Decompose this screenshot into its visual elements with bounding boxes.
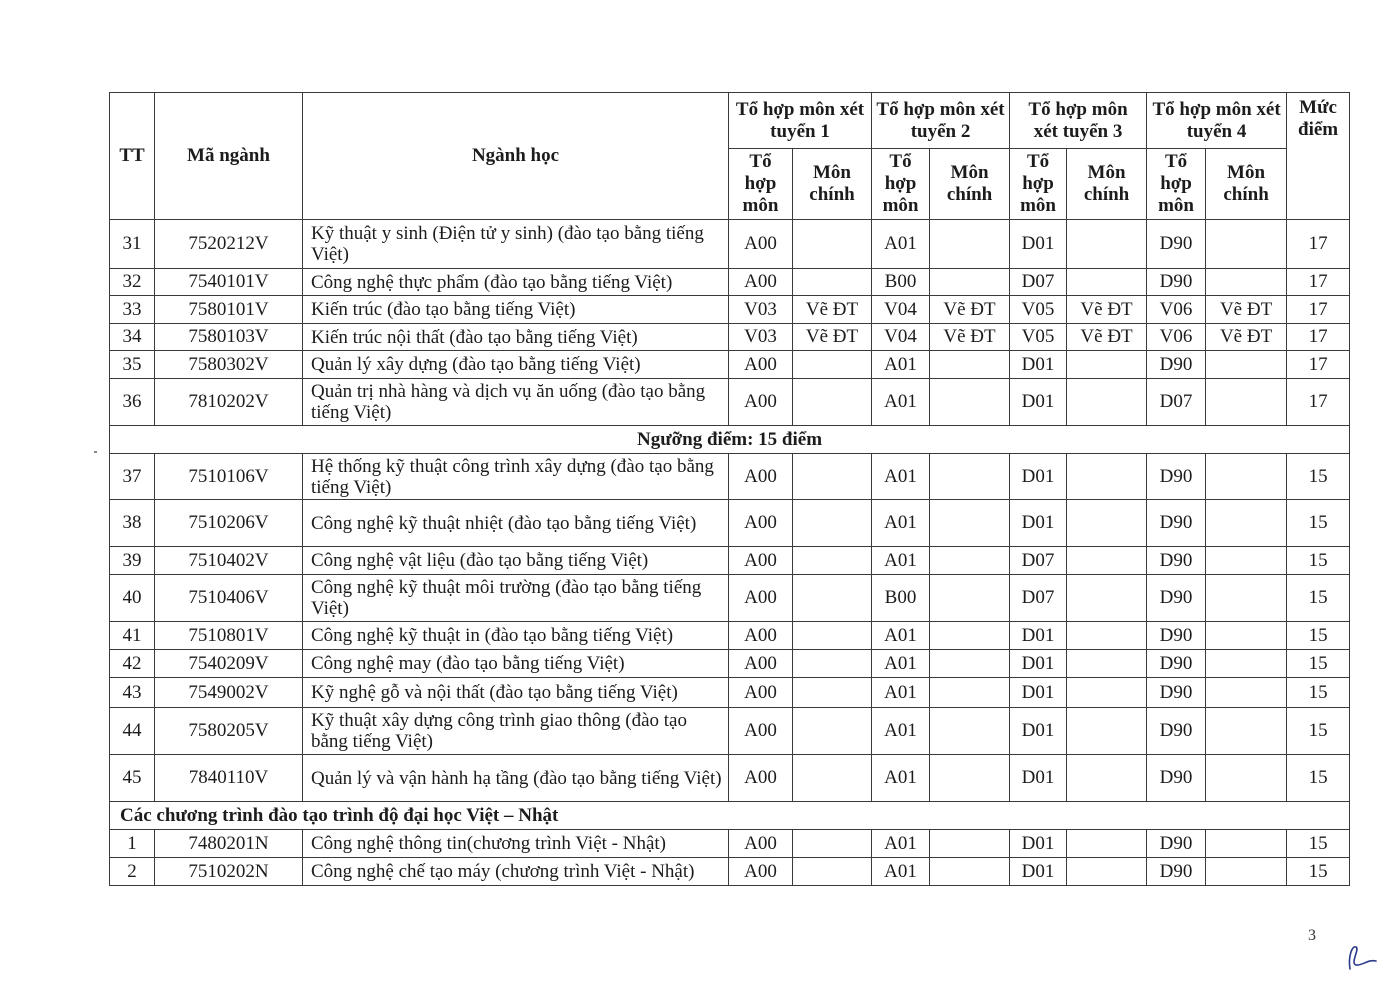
major-code: 7580302V <box>155 351 303 379</box>
combo-1-main-subject <box>793 500 872 547</box>
major-code: 7510402V <box>155 547 303 575</box>
combo-2-main-subject <box>930 678 1010 708</box>
combo-2-main-subject <box>930 269 1010 296</box>
major-name: Hệ thống kỹ thuật công trình xây dựng (đào tạo bằng tiếng Việt) <box>303 454 729 500</box>
table-row <box>110 650 1350 678</box>
major-code: 7480201N <box>155 830 303 858</box>
combo-3-main-subject <box>1067 575 1147 622</box>
combo-1-code: A00 <box>729 678 793 708</box>
combo-2-main-subject <box>930 500 1010 547</box>
score-value: 15 <box>1287 830 1350 858</box>
major-name: Công nghệ may (đào tạo bằng tiếng Việt) <box>303 650 729 678</box>
combo-1-code: A00 <box>729 220 793 269</box>
combo-4-code: D90 <box>1147 678 1206 708</box>
major-name: Công nghệ thông tin(chương trình Việt - Nhật) <box>303 830 729 858</box>
combo-1-code: A00 <box>729 500 793 547</box>
major-name: Quản trị nhà hàng và dịch vụ ăn uống (đào tạo bằng tiếng Việt) <box>303 379 729 426</box>
combo-1-code: V03 <box>729 296 793 324</box>
combo-1-main-subject <box>793 858 872 886</box>
combo-2-main-subject: Vẽ ĐT <box>930 296 1010 324</box>
combo-2-main-subject <box>930 755 1010 802</box>
combo-3-main-subject <box>1067 708 1147 755</box>
table-section-17 <box>110 220 1350 426</box>
table-row <box>110 324 1350 351</box>
combo-4-code: D07 <box>1147 379 1206 426</box>
combo-3-main-subject <box>1067 351 1147 379</box>
combo-1-code: A00 <box>729 269 793 296</box>
table-section-viet-nhat <box>110 830 1350 886</box>
combo-4-code: V06 <box>1147 324 1206 351</box>
score-value: 15 <box>1287 708 1350 755</box>
combo-3-code: D01 <box>1010 858 1067 886</box>
combo-2-code: A01 <box>872 858 930 886</box>
subheader-main-subject: Môn chính <box>930 149 1010 220</box>
header-combo-3: Tổ hợp môn xét tuyển 3 <box>1010 93 1147 149</box>
combo-2-code: A01 <box>872 351 930 379</box>
table-row <box>110 755 1350 802</box>
score-value: 15 <box>1287 547 1350 575</box>
combo-2-code: A01 <box>872 830 930 858</box>
subheader-combo: Tổ hợp môn <box>1147 149 1206 220</box>
combo-2-code: A01 <box>872 547 930 575</box>
major-name: Công nghệ vật liệu (đào tạo bằng tiếng Việt) <box>303 547 729 575</box>
major-code: 7510206V <box>155 500 303 547</box>
combo-4-code: D90 <box>1147 575 1206 622</box>
combo-4-main-subject <box>1206 454 1287 500</box>
combo-1-main-subject <box>793 830 872 858</box>
combo-3-main-subject <box>1067 858 1147 886</box>
combo-1-code: A00 <box>729 830 793 858</box>
major-code: 7580101V <box>155 296 303 324</box>
combo-3-code: D01 <box>1010 351 1067 379</box>
header-combo-1: Tổ hợp môn xét tuyển 1 <box>729 93 872 149</box>
combo-2-main-subject <box>930 351 1010 379</box>
major-code: 7810202V <box>155 379 303 426</box>
major-name: Công nghệ kỹ thuật nhiệt (đào tạo bằng tiếng Việt) <box>303 500 729 547</box>
subheader-combo: Tổ hợp môn <box>729 149 793 220</box>
combo-3-main-subject <box>1067 379 1147 426</box>
combo-1-main-subject: Vẽ ĐT <box>793 296 872 324</box>
table-header <box>110 93 1350 220</box>
combo-4-main-subject: Vẽ ĐT <box>1206 296 1287 324</box>
combo-4-main-subject <box>1206 678 1287 708</box>
admissions-table <box>109 92 1350 886</box>
combo-2-code: A01 <box>872 454 930 500</box>
score-value: 15 <box>1287 858 1350 886</box>
combo-3-code: D01 <box>1010 650 1067 678</box>
combo-1-main-subject <box>793 755 872 802</box>
combo-2-code: A01 <box>872 650 930 678</box>
subheader-main-subject: Môn chính <box>793 149 872 220</box>
combo-1-main-subject <box>793 650 872 678</box>
combo-3-main-subject <box>1067 547 1147 575</box>
combo-2-main-subject <box>930 547 1010 575</box>
combo-3-code: D01 <box>1010 500 1067 547</box>
combo-3-code: V05 <box>1010 324 1067 351</box>
combo-3-code: V05 <box>1010 296 1067 324</box>
row-number: 40 <box>110 575 155 622</box>
row-number: 36 <box>110 379 155 426</box>
combo-3-code: D01 <box>1010 220 1067 269</box>
subheader-main-subject: Môn chính <box>1067 149 1147 220</box>
combo-4-main-subject <box>1206 830 1287 858</box>
combo-4-main-subject <box>1206 708 1287 755</box>
group-section <box>110 802 1350 830</box>
combo-2-code: A01 <box>872 708 930 755</box>
combo-1-main-subject <box>793 454 872 500</box>
row-number: 39 <box>110 547 155 575</box>
combo-4-code: V06 <box>1147 296 1206 324</box>
major-code: 7549002V <box>155 678 303 708</box>
major-name: Kiến trúc (đào tạo bằng tiếng Việt) <box>303 296 729 324</box>
combo-2-code: A01 <box>872 755 930 802</box>
combo-1-main-subject <box>793 351 872 379</box>
combo-4-code: D90 <box>1147 830 1206 858</box>
combo-2-code: B00 <box>872 269 930 296</box>
combo-4-code: D90 <box>1147 351 1206 379</box>
group-row <box>110 802 1350 830</box>
combo-4-code: D90 <box>1147 622 1206 650</box>
combo-3-main-subject <box>1067 269 1147 296</box>
header-tt: TT <box>110 93 155 220</box>
table-row <box>110 858 1350 886</box>
combo-3-main-subject <box>1067 678 1147 708</box>
major-name: Kỹ thuật xây dựng công trình giao thông (đào tạo bằng tiếng Việt) <box>303 708 729 755</box>
major-name: Công nghệ kỹ thuật môi trường (đào tạo bằng tiếng Việt) <box>303 575 729 622</box>
row-number: 35 <box>110 351 155 379</box>
combo-2-code: A01 <box>872 500 930 547</box>
score-value: 17 <box>1287 269 1350 296</box>
combo-1-main-subject <box>793 575 872 622</box>
combo-1-code: A00 <box>729 755 793 802</box>
combo-3-main-subject <box>1067 622 1147 650</box>
row-number: 45 <box>110 755 155 802</box>
table-row <box>110 547 1350 575</box>
header-major: Ngành học <box>303 93 729 220</box>
combo-1-code: A00 <box>729 379 793 426</box>
score-value: 15 <box>1287 454 1350 500</box>
combo-1-main-subject <box>793 708 872 755</box>
combo-4-main-subject <box>1206 269 1287 296</box>
combo-4-code: D90 <box>1147 650 1206 678</box>
major-name: Công nghệ kỹ thuật in (đào tạo bằng tiếng Việt) <box>303 622 729 650</box>
combo-3-code: D07 <box>1010 575 1067 622</box>
major-code: 7510801V <box>155 622 303 650</box>
combo-3-main-subject <box>1067 454 1147 500</box>
table-row <box>110 351 1350 379</box>
combo-4-code: D90 <box>1147 454 1206 500</box>
table-row <box>110 708 1350 755</box>
combo-4-main-subject: Vẽ ĐT <box>1206 324 1287 351</box>
combo-1-main-subject <box>793 379 872 426</box>
score-value: 15 <box>1287 500 1350 547</box>
score-value: 17 <box>1287 220 1350 269</box>
table-section-15 <box>110 454 1350 802</box>
combo-2-main-subject <box>930 220 1010 269</box>
combo-1-code: A00 <box>729 547 793 575</box>
table-row <box>110 454 1350 500</box>
combo-1-code: A00 <box>729 575 793 622</box>
major-code: 7580103V <box>155 324 303 351</box>
combo-3-code: D07 <box>1010 269 1067 296</box>
major-name: Công nghệ chế tạo máy (chương trình Việt - Nhật) <box>303 858 729 886</box>
score-value: 15 <box>1287 622 1350 650</box>
combo-3-code: D01 <box>1010 454 1067 500</box>
row-number: 42 <box>110 650 155 678</box>
combo-2-main-subject <box>930 575 1010 622</box>
combo-3-main-subject <box>1067 755 1147 802</box>
combo-2-code: A01 <box>872 622 930 650</box>
margin-mark <box>94 451 97 453</box>
combo-4-main-subject <box>1206 650 1287 678</box>
row-number: 41 <box>110 622 155 650</box>
major-code: 7510202N <box>155 858 303 886</box>
combo-2-main-subject <box>930 858 1010 886</box>
row-number: 2 <box>110 858 155 886</box>
combo-4-main-subject <box>1206 220 1287 269</box>
row-number: 38 <box>110 500 155 547</box>
signature-mark <box>1340 935 1380 975</box>
combo-4-main-subject <box>1206 622 1287 650</box>
combo-1-code: A00 <box>729 351 793 379</box>
score-value: 17 <box>1287 324 1350 351</box>
combo-2-code: B00 <box>872 575 930 622</box>
combo-4-main-subject <box>1206 500 1287 547</box>
table-row <box>110 220 1350 269</box>
combo-3-main-subject <box>1067 220 1147 269</box>
combo-2-main-subject <box>930 622 1010 650</box>
subheader-combo: Tổ hợp môn <box>1010 149 1067 220</box>
combo-1-main-subject: Vẽ ĐT <box>793 324 872 351</box>
group-label: Các chương trình đào tạo trình độ đại học Việt – Nhật <box>110 802 1350 830</box>
combo-3-code: D01 <box>1010 830 1067 858</box>
row-number: 43 <box>110 678 155 708</box>
combo-4-main-subject <box>1206 547 1287 575</box>
row-number: 31 <box>110 220 155 269</box>
combo-1-code: A00 <box>729 622 793 650</box>
combo-3-main-subject: Vẽ ĐT <box>1067 324 1147 351</box>
major-code: 7520212V <box>155 220 303 269</box>
subheader-main-subject: Môn chính <box>1206 149 1287 220</box>
table-row <box>110 269 1350 296</box>
combo-3-code: D01 <box>1010 678 1067 708</box>
header-score: Mức điểm <box>1287 93 1350 220</box>
combo-3-main-subject <box>1067 830 1147 858</box>
score-value: 17 <box>1287 296 1350 324</box>
combo-4-code: D90 <box>1147 547 1206 575</box>
header-combo-2: Tổ hợp môn xét tuyển 2 <box>872 93 1010 149</box>
major-code: 7580205V <box>155 708 303 755</box>
combo-2-code: V04 <box>872 296 930 324</box>
major-name: Công nghệ thực phẩm (đào tạo bằng tiếng Việt) <box>303 269 729 296</box>
major-code: 7540209V <box>155 650 303 678</box>
combo-1-main-subject <box>793 678 872 708</box>
major-code: 7510406V <box>155 575 303 622</box>
combo-1-main-subject <box>793 547 872 575</box>
combo-2-code: V04 <box>872 324 930 351</box>
threshold-section <box>110 426 1350 454</box>
major-code: 7540101V <box>155 269 303 296</box>
combo-3-main-subject <box>1067 500 1147 547</box>
combo-3-code: D01 <box>1010 622 1067 650</box>
combo-4-main-subject <box>1206 575 1287 622</box>
table-row <box>110 622 1350 650</box>
combo-1-main-subject <box>793 269 872 296</box>
score-value: 17 <box>1287 351 1350 379</box>
combo-2-code: A01 <box>872 678 930 708</box>
combo-4-code: D90 <box>1147 755 1206 802</box>
threshold-label: Ngưỡng điểm: 15 điểm <box>110 426 1350 454</box>
major-name: Quản lý xây dựng (đào tạo bằng tiếng Việt) <box>303 351 729 379</box>
header-code: Mã ngành <box>155 93 303 220</box>
score-value: 15 <box>1287 650 1350 678</box>
row-number: 33 <box>110 296 155 324</box>
table-row <box>110 575 1350 622</box>
combo-2-main-subject <box>930 650 1010 678</box>
table-row <box>110 379 1350 426</box>
score-value: 17 <box>1287 379 1350 426</box>
score-value: 15 <box>1287 678 1350 708</box>
row-number: 37 <box>110 454 155 500</box>
major-code: 7840110V <box>155 755 303 802</box>
table-row <box>110 830 1350 858</box>
combo-1-code: A00 <box>729 650 793 678</box>
combo-3-code: D01 <box>1010 755 1067 802</box>
major-name: Kỹ nghệ gỗ và nội thất (đào tạo bằng tiếng Việt) <box>303 678 729 708</box>
score-value: 15 <box>1287 755 1350 802</box>
row-number: 34 <box>110 324 155 351</box>
combo-4-code: D90 <box>1147 858 1206 886</box>
combo-2-code: A01 <box>872 220 930 269</box>
table-row <box>110 296 1350 324</box>
combo-4-main-subject <box>1206 379 1287 426</box>
combo-2-main-subject <box>930 379 1010 426</box>
combo-4-code: D90 <box>1147 220 1206 269</box>
combo-3-main-subject: Vẽ ĐT <box>1067 296 1147 324</box>
combo-1-code: A00 <box>729 858 793 886</box>
major-name: Quản lý và vận hành hạ tầng (đào tạo bằng tiếng Việt) <box>303 755 729 802</box>
combo-3-code: D07 <box>1010 547 1067 575</box>
combo-3-code: D01 <box>1010 708 1067 755</box>
major-code: 7510106V <box>155 454 303 500</box>
score-value: 15 <box>1287 575 1350 622</box>
page-number: 3 <box>1308 927 1316 944</box>
combo-4-main-subject <box>1206 858 1287 886</box>
threshold-row <box>110 426 1350 454</box>
combo-4-code: D90 <box>1147 708 1206 755</box>
combo-3-code: D01 <box>1010 379 1067 426</box>
combo-2-main-subject <box>930 454 1010 500</box>
table-row <box>110 500 1350 547</box>
combo-4-main-subject <box>1206 755 1287 802</box>
header-combo-4: Tổ hợp môn xét tuyển 4 <box>1147 93 1287 149</box>
combo-1-code: A00 <box>729 454 793 500</box>
combo-2-code: A01 <box>872 379 930 426</box>
major-name: Kiến trúc nội thất (đào tạo bằng tiếng Việt) <box>303 324 729 351</box>
subheader-combo: Tổ hợp môn <box>872 149 930 220</box>
combo-1-code: V03 <box>729 324 793 351</box>
combo-4-code: D90 <box>1147 500 1206 547</box>
combo-2-main-subject <box>930 830 1010 858</box>
combo-2-main-subject <box>930 708 1010 755</box>
table-row <box>110 678 1350 708</box>
row-number: 44 <box>110 708 155 755</box>
row-number: 1 <box>110 830 155 858</box>
combo-1-main-subject <box>793 220 872 269</box>
combo-1-code: A00 <box>729 708 793 755</box>
combo-2-main-subject: Vẽ ĐT <box>930 324 1010 351</box>
combo-3-main-subject <box>1067 650 1147 678</box>
combo-4-code: D90 <box>1147 269 1206 296</box>
combo-4-main-subject <box>1206 351 1287 379</box>
major-name: Kỹ thuật y sinh (Điện tử y sinh) (đào tạo bằng tiếng Việt) <box>303 220 729 269</box>
row-number: 32 <box>110 269 155 296</box>
combo-1-main-subject <box>793 622 872 650</box>
